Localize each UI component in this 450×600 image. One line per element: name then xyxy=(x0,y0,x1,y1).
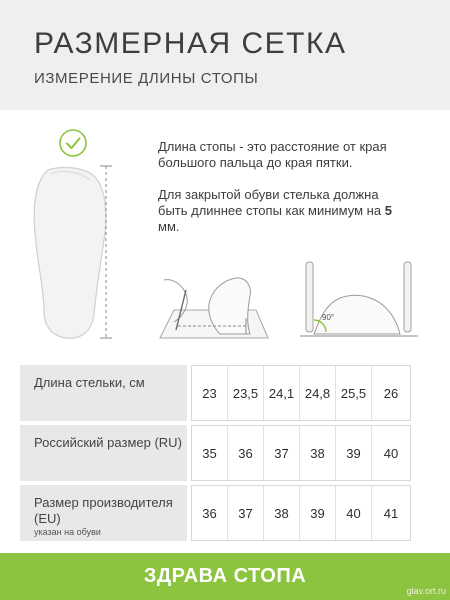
size-cell: 39 xyxy=(300,486,336,540)
size-cell: 38 xyxy=(300,426,336,480)
brand-name: ЗДРАВА СТОПА xyxy=(143,565,307,587)
row-label: Длина стельки, см xyxy=(20,365,187,421)
size-cell: 38 xyxy=(264,486,300,540)
size-cell: 36 xyxy=(192,486,228,540)
watermark: glav.ort.ru xyxy=(406,586,446,596)
row-values xyxy=(191,365,411,421)
size-cell: 41 xyxy=(383,505,399,521)
page-subtitle: ИЗМЕРЕНИЕ ДЛИНЫ СТОПЫ xyxy=(34,70,259,87)
angle-label: 90° xyxy=(322,313,335,322)
size-cell: 23,5 xyxy=(228,366,264,420)
check-circle-icon xyxy=(58,128,88,158)
page-title: РАЗМЕРНАЯ СЕТКА xyxy=(34,27,347,60)
foot-measuring-icon xyxy=(150,260,280,345)
row-label: Размер производителя (EU) указан на обуви xyxy=(20,485,187,541)
row-values xyxy=(191,485,411,541)
size-cell: 26 xyxy=(383,385,399,401)
size-cell: 35 xyxy=(192,426,228,480)
table-row-eu-size xyxy=(20,485,430,541)
table-row-insole-length xyxy=(20,365,430,421)
table-row-russian-size xyxy=(20,425,430,481)
footprint-icon xyxy=(20,162,120,342)
size-cell: 37 xyxy=(264,426,300,480)
size-cell: 23 xyxy=(192,366,228,420)
size-cell: 40 xyxy=(383,445,399,461)
foot-length-description: Длина стопы - это расстояние от края большого пальца до края пятки. xyxy=(158,139,387,170)
size-cell: 24,1 xyxy=(264,366,300,420)
size-cell: 40 xyxy=(336,486,372,540)
page-header xyxy=(0,0,450,110)
row-values xyxy=(191,425,411,481)
size-cell: 25,5 xyxy=(336,366,372,420)
heel-angle-icon xyxy=(300,258,418,345)
row-label: Российский размер (RU) xyxy=(20,425,187,481)
insole-description: Для закрытой обуви стелька должна быть длиннее стопы как минимум на 5 мм. xyxy=(158,187,392,234)
size-cell: 37 xyxy=(228,486,264,540)
size-cell: 36 xyxy=(228,426,264,480)
size-cell: 39 xyxy=(336,426,372,480)
row-note: указан на обуви xyxy=(34,527,101,537)
brand-footer xyxy=(0,553,450,600)
size-cell: 24,8 xyxy=(300,366,336,420)
